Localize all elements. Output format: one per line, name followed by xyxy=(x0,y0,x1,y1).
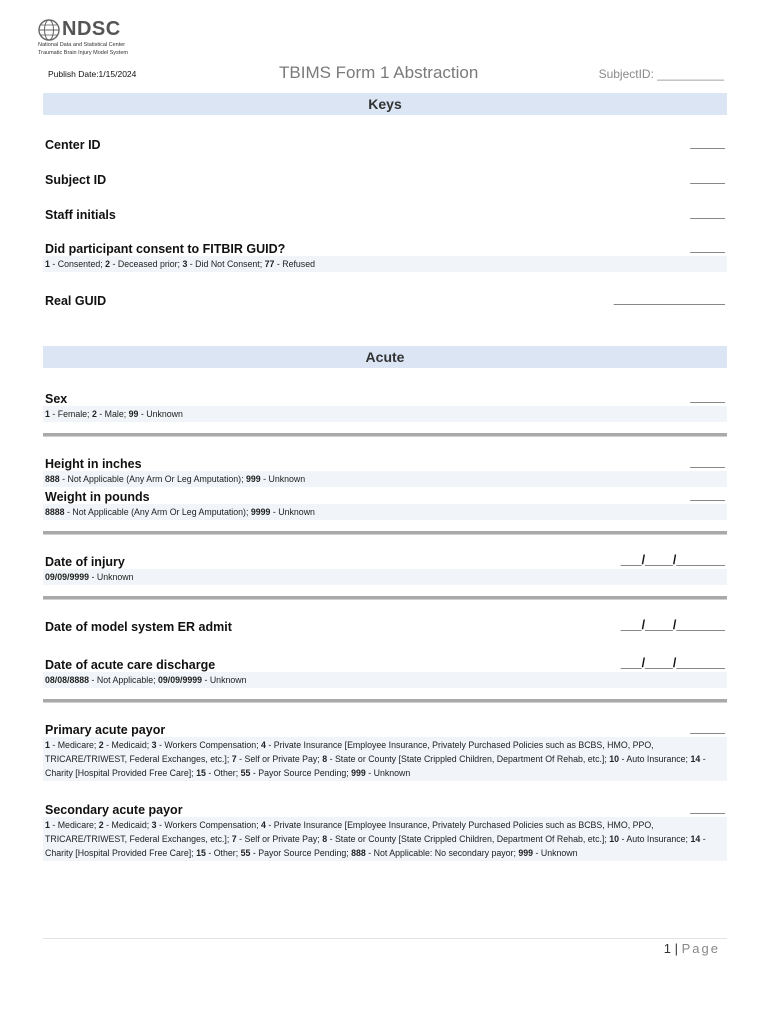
question-label: Sex xyxy=(45,392,68,406)
code-value: 7 xyxy=(231,754,237,764)
answer-blank[interactable]: ________________ xyxy=(613,292,725,306)
code-value: 09/09/9999 xyxy=(157,675,203,685)
code-description: - Unknown xyxy=(365,768,411,778)
code-value: 2 xyxy=(98,740,104,750)
publish-date: Publish Date:1/15/2024 xyxy=(48,69,137,79)
code-value: 1 xyxy=(45,740,50,750)
date-blank[interactable]: ___/____/_______ xyxy=(620,553,725,567)
question-staff-initials xyxy=(45,206,725,224)
code-description: - Refused xyxy=(274,259,315,269)
code-value: 1 xyxy=(45,820,50,830)
answer-blank[interactable]: _____ xyxy=(690,171,725,185)
code-description: - Female; xyxy=(49,409,92,419)
question-label: Height in inches xyxy=(45,457,142,471)
code-list xyxy=(43,672,727,688)
question-label: Did participant consent to FITBIR GUID? xyxy=(45,242,286,256)
divider xyxy=(43,596,727,600)
code-description: - Not Applicable; xyxy=(89,675,158,685)
answer-blank[interactable]: _____ xyxy=(690,455,725,469)
answer-blank[interactable]: _____ xyxy=(690,721,725,735)
code-description: - Other; xyxy=(205,768,241,778)
question-label: Secondary acute payor xyxy=(45,803,183,817)
question-label: Date of model system ER admit xyxy=(45,620,232,634)
code-list xyxy=(43,471,727,487)
logo-subtitle-2: Traumatic Brain Injury Model System xyxy=(38,50,128,56)
code-value: 4 xyxy=(261,740,266,750)
code-value: 15 xyxy=(196,768,206,778)
code-value: 14 xyxy=(690,754,701,764)
question-label: Subject ID xyxy=(45,173,107,187)
code-description: - Other; xyxy=(205,848,241,858)
code-value: 08/08/8888 xyxy=(45,675,90,685)
code-value: 2 xyxy=(105,259,111,269)
question-label: Date of injury xyxy=(45,555,125,569)
code-description: - Self or Private Pay; xyxy=(236,834,323,844)
code-value: 7 xyxy=(231,834,237,844)
question-label: Center ID xyxy=(45,138,101,152)
code-list xyxy=(43,569,727,585)
code-value: 77 xyxy=(264,259,275,269)
code-description: - Charity [Hospital Provided Free Care]; xyxy=(45,754,706,778)
code-list xyxy=(43,406,727,422)
code-value: 4 xyxy=(261,820,266,830)
code-description: - Unknown xyxy=(138,409,183,419)
code-description: - Not Applicable (Any Arm Or Leg Amputation); xyxy=(64,507,251,517)
code-value: 8 xyxy=(322,754,328,764)
code-value: 3 xyxy=(151,740,157,750)
page-number: 1 xyxy=(663,941,672,956)
page-title: TBIMS Form 1 Abstraction xyxy=(279,63,479,82)
code-value: 8 xyxy=(322,834,328,844)
code-value: 99 xyxy=(128,409,139,419)
question-label: Weight in pounds xyxy=(45,490,150,504)
ndsc-logo xyxy=(38,18,158,57)
code-description: - Unknown xyxy=(89,572,134,582)
question-label: Date of acute care discharge xyxy=(45,658,216,672)
code-description: - Private Insurance [Employee Insurance, Privately Purchased Policies such as BCBS, HMO, PPO, TRICARE/TRIWEST, Federal Exchanges, etc.]; xyxy=(45,820,654,844)
logo-subtitle-1: National Data and Statistical Center xyxy=(38,42,126,48)
code-description: - Unknown xyxy=(270,507,315,517)
code-list xyxy=(43,504,727,520)
question-subject-id xyxy=(45,171,725,189)
code-value: 15 xyxy=(196,848,206,858)
code-description: - Self or Private Pay; xyxy=(236,754,323,764)
code-value: 888 xyxy=(45,474,60,484)
logo-text: NDSC xyxy=(62,18,121,40)
code-description: - Medicare; xyxy=(49,820,99,830)
divider xyxy=(43,699,727,703)
code-description: - Workers Compensation; xyxy=(156,740,261,750)
code-description: - State or County [State Crippled Children, Department Of Rehab, etc.]; xyxy=(327,754,610,764)
code-description: - State or County [State Crippled Children, Department Of Rehab, etc.]; xyxy=(327,834,610,844)
divider xyxy=(43,433,727,437)
question-label: Staff initials xyxy=(45,208,116,222)
code-value: 55 xyxy=(240,768,251,778)
footer-divider xyxy=(43,938,727,939)
code-value: 3 xyxy=(151,820,157,830)
code-description: - Payor Source Pending; xyxy=(250,848,352,858)
code-value: 999 xyxy=(518,848,534,858)
page-footer xyxy=(664,941,720,956)
code-list xyxy=(43,737,727,781)
code-value: 55 xyxy=(240,848,251,858)
code-description: - Private Insurance [Employee Insurance, Privately Purchased Policies such as BCBS, HMO, PPO, TRICARE/TRIWEST, Federal Exchanges, etc.]; xyxy=(45,740,654,764)
code-list xyxy=(43,817,727,861)
code-description: - Deceased prior; xyxy=(110,259,183,269)
subject-id-field[interactable]: SubjectID: __________ xyxy=(598,67,724,81)
code-description: - Auto Insurance; xyxy=(619,754,691,764)
code-description: - Did Not Consent; xyxy=(187,259,265,269)
code-value: 9999 xyxy=(250,507,271,517)
question-center-id xyxy=(45,136,725,154)
footer-separator: | xyxy=(671,941,682,956)
code-description: - Unknown xyxy=(260,474,306,484)
code-value: 1 xyxy=(45,259,50,269)
date-blank[interactable]: ___/____/_______ xyxy=(620,618,725,632)
globe-icon xyxy=(38,19,60,41)
code-description: - Medicaid; xyxy=(103,740,152,750)
code-description: - Charity [Hospital Provided Free Care]; xyxy=(45,834,706,858)
code-description: - Medicaid; xyxy=(103,820,152,830)
code-value: 10 xyxy=(609,754,620,764)
code-description: - Consented; xyxy=(49,259,106,269)
code-value: 8888 xyxy=(45,507,65,517)
code-description: - Not Applicable (Any Arm Or Leg Amputation); xyxy=(59,474,246,484)
question-label: Real GUID xyxy=(45,294,107,308)
answer-blank[interactable]: _____ xyxy=(690,240,725,254)
date-blank[interactable]: ___/____/_______ xyxy=(620,656,725,670)
code-description: - Unknown xyxy=(533,848,578,858)
code-value: 999 xyxy=(351,768,366,778)
question-label: Primary acute payor xyxy=(45,723,166,737)
code-description: - Not Applicable: No secondary payor; xyxy=(365,848,519,858)
answer-blank[interactable]: _____ xyxy=(690,488,725,502)
code-value: 999 xyxy=(245,474,261,484)
code-description: - Male; xyxy=(96,409,129,419)
section-header-keys: Keys xyxy=(43,93,727,115)
code-value: 1 xyxy=(45,409,50,419)
answer-blank[interactable]: _____ xyxy=(690,390,725,404)
section-header-acute: Acute xyxy=(43,346,727,368)
code-value: 2 xyxy=(91,409,97,419)
question-er-admit xyxy=(45,618,725,636)
answer-blank[interactable]: _____ xyxy=(690,206,725,220)
question-real-guid xyxy=(45,292,725,310)
code-value: 09/09/9999 xyxy=(45,572,90,582)
code-description: - Payor Source Pending; xyxy=(250,768,352,778)
code-description: - Unknown xyxy=(202,675,247,685)
code-value: 2 xyxy=(98,820,104,830)
code-value: 3 xyxy=(182,259,188,269)
code-description: - Auto Insurance; xyxy=(619,834,691,844)
answer-blank[interactable]: _____ xyxy=(690,136,725,150)
page-word: Page xyxy=(681,941,720,956)
code-description: - Workers Compensation; xyxy=(156,820,261,830)
code-value: 888 xyxy=(351,848,366,858)
answer-blank[interactable]: _____ xyxy=(690,801,725,815)
code-value: 14 xyxy=(690,834,701,844)
code-list xyxy=(43,256,727,272)
code-value: 10 xyxy=(609,834,620,844)
code-description: - Medicare; xyxy=(49,740,99,750)
divider xyxy=(43,531,727,535)
